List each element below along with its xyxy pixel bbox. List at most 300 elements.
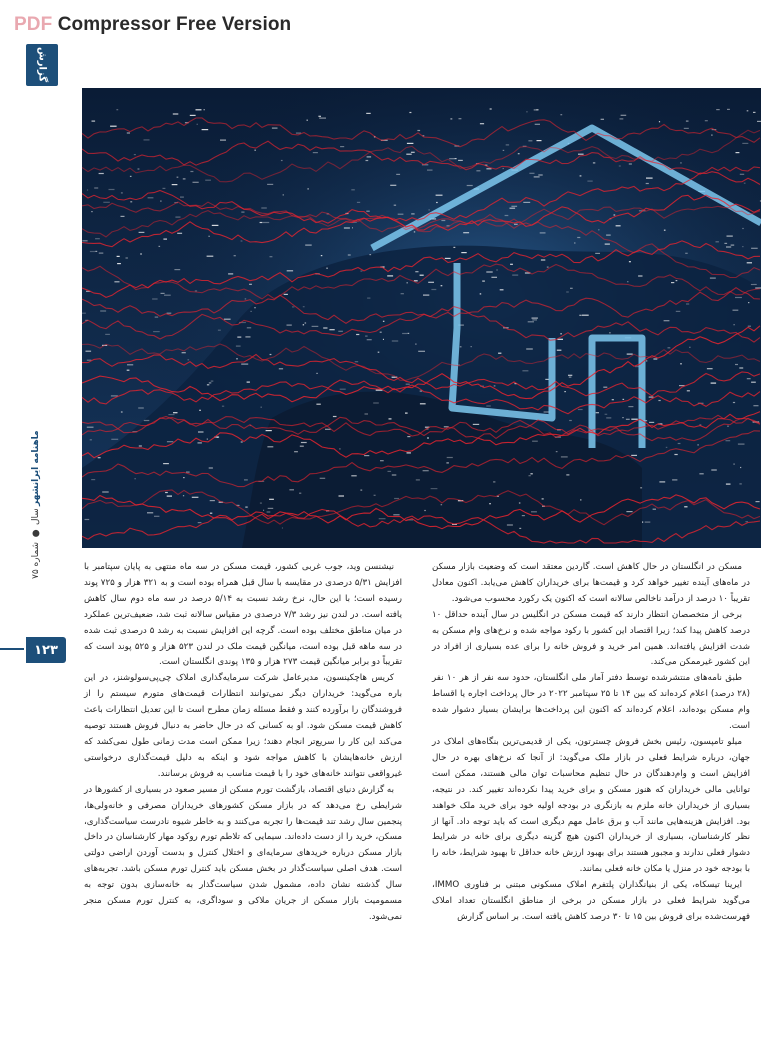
data-dot	[534, 176, 540, 177]
data-dot	[582, 315, 589, 316]
data-dot	[532, 318, 538, 319]
data-dot	[241, 441, 243, 442]
data-dot	[458, 160, 463, 161]
data-dot	[190, 171, 193, 172]
data-dot	[626, 511, 632, 512]
data-dot	[241, 364, 248, 365]
data-dot	[117, 256, 120, 257]
data-dot	[212, 225, 219, 226]
data-dot	[228, 273, 233, 274]
data-dot	[339, 448, 340, 449]
data-dot	[742, 143, 748, 144]
data-dot	[678, 443, 681, 444]
data-dot	[569, 377, 572, 378]
data-dot	[153, 331, 160, 332]
data-dot	[649, 397, 654, 398]
data-dot	[91, 479, 95, 480]
data-dot	[587, 181, 592, 182]
data-dot	[279, 368, 283, 369]
data-dot	[631, 455, 637, 456]
data-dot	[245, 336, 250, 337]
data-dot	[686, 303, 689, 304]
data-dot	[711, 383, 717, 384]
data-dot	[417, 130, 420, 131]
data-dot	[540, 232, 546, 233]
data-dot	[394, 498, 399, 499]
data-dot	[537, 140, 542, 141]
data-dot	[167, 496, 172, 497]
data-dot	[177, 233, 182, 234]
data-dot	[197, 124, 199, 125]
data-dot	[338, 331, 343, 332]
data-dot	[283, 194, 284, 195]
data-dot	[561, 456, 568, 457]
data-dot	[727, 426, 729, 427]
article-column-right	[432, 560, 750, 926]
data-dot	[606, 417, 611, 418]
data-dot	[211, 381, 214, 382]
data-dot	[134, 154, 136, 155]
data-dot	[299, 493, 301, 494]
data-dot	[351, 189, 355, 190]
data-dot	[144, 139, 150, 140]
data-dot	[168, 414, 174, 415]
data-dot	[668, 347, 671, 348]
data-dot	[319, 118, 326, 119]
data-dot	[396, 174, 400, 175]
data-dot	[631, 419, 638, 420]
data-dot	[87, 189, 88, 190]
data-dot	[541, 259, 545, 260]
data-dot	[344, 227, 350, 228]
data-dot	[406, 384, 410, 385]
data-dot	[329, 329, 334, 330]
data-dot	[672, 479, 677, 480]
data-dot	[579, 315, 581, 316]
data-dot	[126, 257, 128, 258]
data-dot	[707, 368, 713, 369]
data-dot	[711, 135, 712, 136]
data-dot	[367, 298, 370, 299]
data-dot	[105, 334, 110, 335]
data-dot	[519, 502, 521, 503]
data-dot	[726, 484, 731, 485]
data-dot	[407, 143, 414, 144]
paragraph: نیشنسن وید، جوب غربی کشور، قیمت مسکن در سه ماه منتهی به پایان سپتامبر با افزایش ۵/۳۱ درصدی در مقایسه با سال قبل همراه بوده است و به ۳۲۱ هزار و ۷۲۵ پوند رسیده است؛ با این حال، نرخ رشد نسبت به ۵/۱۴ درصد در سه ماه دوم سال کاهش یافته است. در لندن نیز رشد ۷/۳ درصدی در مقیاس سالانه ثبت شد، ضعیف‌ترین عملکرد در میان مناطق مختلف بوده است. گرچه این افزایش نسبت به رشد ۵ درصدی ثبت شده در سه ماهه قبل بوده است، میانگین قیمت ملک در لندن ۵۲۳ هزار و ۵۲۵ پوند است که تقریباً دو برابر میانگین قیمت ۲۷۳ هزار و ۱۳۵ پوندی انگلستان است.	[84, 562, 403, 668]
page-number	[26, 637, 66, 663]
data-dot	[420, 403, 426, 404]
data-dot	[392, 474, 397, 475]
data-dot	[209, 236, 210, 237]
data-dot	[627, 354, 633, 355]
data-dot	[152, 298, 158, 299]
data-dot	[261, 407, 262, 408]
watermark-text: Compressor Free Version	[52, 14, 292, 35]
data-dot	[609, 332, 611, 333]
data-dot	[699, 473, 703, 474]
data-dot	[268, 508, 274, 509]
data-dot	[183, 178, 186, 179]
data-dot	[376, 390, 383, 391]
data-dot	[505, 215, 509, 216]
data-dot	[147, 512, 153, 513]
data-dot	[418, 351, 425, 352]
data-dot	[99, 253, 104, 254]
data-dot	[284, 294, 288, 295]
data-dot	[220, 140, 226, 141]
data-dot	[138, 407, 144, 408]
data-dot	[266, 430, 272, 431]
data-dot	[518, 153, 520, 154]
data-dot	[236, 358, 238, 359]
data-dot	[160, 201, 162, 202]
data-dot	[183, 477, 185, 478]
data-dot	[117, 263, 121, 264]
data-dot	[431, 488, 438, 489]
data-dot	[740, 174, 744, 175]
paragraph: مسکن در انگلستان در حال کاهش است. گاردین معتقد است که وضعیت بازار مسکن در ماه‌های آینده تغییر خواهد کرد و قیمت‌ها برای خریداران کاهش می‌یابد. اکنون معادل تقریباً ۱۰ درصد از درآمد ناخالص سالانه است که اکنون یک رکورد محسوب می‌شود.	[432, 562, 750, 604]
data-dot	[188, 359, 190, 360]
data-dot	[614, 214, 616, 215]
data-dot	[626, 419, 630, 420]
data-dot	[427, 170, 433, 171]
data-dot	[301, 442, 307, 443]
data-dot	[742, 246, 743, 247]
data-dot	[532, 319, 537, 320]
data-dot	[628, 406, 633, 407]
data-dot	[619, 165, 621, 166]
caption-dot: ●	[31, 528, 41, 539]
data-dot	[367, 339, 372, 340]
data-dot	[578, 154, 584, 155]
data-dot	[205, 180, 211, 181]
paragraph: میلو تامپسون، رئیس بخش فروش چسترتون، یکی از قدیمی‌ترین بنگاه‌های املاک در جهان، درباره شرایط فعلی در بازار ملک می‌گوید: از آنجا که نرخ‌های بهره در حال افزایش است و وام‌دهندگان در حال تنظیم محاسبات توان مالی هستند، ممکن است توانایی مالی خریداران که هنوز مسکن و برای خرید پیدا نکرده‌اند تغییر کند. در نتیجه، بسیاری از خریداران خانه ملزم به بازنگری در بودجه اولیه خود برای خرید ملک خواهند بود. افزایش هزینه‌هایی مانند آب و برق عامل مهم دیگری است که باید توجه داد. آنها از نظر کارشناسان، بسیاری از خریداران اکنون هیچ گزینه دیگری برای خانه در شرایط دشوار فعلی ندارند و مجبور هستند برای بهبود ارزش خانه حداقل تا بهبود شرایط، خانه را با بودجه خود در منزل یا مکان خانه فعلی بمانند.	[432, 736, 750, 875]
data-dot	[447, 457, 453, 458]
data-dot	[671, 282, 674, 283]
data-dot	[646, 183, 649, 184]
data-dot	[321, 255, 323, 256]
data-dot	[666, 447, 668, 448]
data-dot	[446, 462, 449, 463]
data-dot	[127, 370, 130, 371]
data-dot	[747, 378, 751, 379]
data-dot	[99, 173, 104, 174]
data-dot	[196, 109, 202, 110]
data-dot	[312, 326, 319, 327]
data-dot	[560, 333, 562, 334]
data-dot	[757, 121, 761, 122]
data-dot	[159, 246, 161, 247]
data-dot	[528, 140, 532, 141]
data-dot	[110, 126, 117, 127]
data-dot	[659, 121, 660, 122]
data-dot	[209, 382, 212, 383]
data-dot	[387, 275, 393, 276]
data-dot	[365, 336, 368, 337]
data-dot	[716, 241, 719, 242]
data-dot	[210, 500, 215, 501]
data-dot	[510, 208, 516, 209]
data-dot	[121, 411, 123, 412]
data-dot	[270, 354, 272, 355]
data-dot	[529, 173, 534, 174]
data-dot	[512, 275, 518, 276]
data-dot	[218, 330, 221, 331]
data-dot	[441, 220, 445, 221]
data-dot	[313, 152, 318, 153]
data-dot	[578, 409, 583, 410]
data-dot	[380, 332, 382, 333]
data-dot	[596, 412, 599, 413]
data-dot	[87, 427, 94, 428]
data-dot	[510, 264, 513, 265]
paragraph: به گزارش دنیای اقتصاد، بازگشت تورم مسکن از مسیر صعود در بسیاری از کشورها در شرایطی رخ می‌دهد که در بازار مسکن کشورهای خریداران مصرفی و خانه‌ولی‌ها، پنجمین سال رشد تند قیمت‌ها را تجربه می‌کنند و به خاطر شیوه نادرست سیاست‌گذاری، مسکن، خرید را از دست داده‌اند. سیمایی که تلاطم تورم روکود مهار کارشناسان در داخل بازار مسکن درباره خریدهای سرمایه‌ای و اختلال کنترل و بدست آوردن اراضی دولتی است. هدف اصلی سیاست‌گذار در بخش مسکن باید کنترل تورم مسکن باشد. تجربه‌های سال گذشته نشان داده، مشمول شدن سیاست‌گذار به خانه‌سازی بدون توجه به مسمومیت بازار مسکن از جریان ملاکی و سوداگری، به کنترل تورم مسکن منجر نمی‌شود.	[84, 784, 402, 922]
data-dot	[523, 202, 530, 203]
data-dot	[522, 515, 525, 516]
data-dot	[486, 405, 491, 406]
data-dot	[318, 116, 321, 117]
data-dot	[414, 231, 415, 232]
data-dot	[402, 333, 407, 334]
data-dot	[100, 310, 106, 311]
data-dot	[307, 120, 308, 121]
data-dot	[263, 510, 264, 511]
data-dot	[383, 321, 385, 322]
data-dot	[733, 402, 735, 403]
data-dot	[390, 185, 396, 186]
data-dot	[282, 527, 283, 528]
data-dot	[287, 270, 293, 271]
data-dot	[340, 389, 346, 390]
data-dot	[612, 399, 614, 400]
watermark	[14, 14, 291, 36]
data-dot	[244, 479, 248, 480]
data-dot	[374, 495, 376, 496]
data-dot	[441, 504, 443, 505]
article-column-left	[84, 560, 402, 926]
data-dot	[415, 271, 418, 272]
data-dot	[198, 431, 204, 432]
data-dot	[680, 162, 682, 163]
data-dot	[727, 109, 730, 110]
data-dot	[653, 509, 656, 510]
data-dot	[680, 363, 682, 364]
data-dot	[747, 110, 749, 111]
watermark-pdf: PDF	[14, 14, 53, 35]
data-dot	[323, 327, 327, 328]
paragraph: برخی از متخصصان انتظار دارند که قیمت مسکن در انگلیس در سال آینده حداقل ۱۰ درصد کاهش پیدا کند؛ زیرا اقتصاد این کشور با رکود مواجه شده و نرخ‌های وام مسکن به شدت افزایش یافته‌اند. همین امر خرید و فروش خانه را برای عده بسیاری از افراد در این کشور غیرممکن می‌کند.	[432, 609, 750, 668]
data-dot	[431, 289, 436, 290]
data-dot	[316, 404, 320, 405]
data-dot	[401, 293, 404, 294]
data-dot	[367, 156, 372, 157]
data-dot	[687, 390, 690, 391]
data-dot	[303, 324, 304, 325]
data-dot	[249, 284, 252, 285]
data-dot	[514, 224, 518, 225]
magazine-name: ماهنامه ایرانشهر	[31, 430, 41, 506]
data-dot	[407, 282, 408, 283]
data-dot	[620, 118, 624, 119]
data-dot	[360, 490, 362, 491]
data-dot	[473, 424, 479, 425]
data-dot	[420, 275, 424, 276]
data-dot	[751, 248, 758, 249]
data-dot	[373, 402, 379, 403]
data-dot	[528, 321, 534, 322]
data-dot	[751, 284, 757, 285]
data-dot	[428, 282, 434, 283]
data-dot	[736, 152, 740, 153]
data-dot	[303, 306, 305, 307]
data-dot	[733, 464, 735, 465]
data-dot	[82, 313, 86, 314]
data-dot	[262, 222, 269, 223]
data-dot	[557, 350, 562, 351]
data-dot	[398, 214, 404, 215]
data-dot	[155, 317, 159, 318]
data-dot	[326, 268, 327, 269]
data-dot	[595, 253, 600, 254]
data-dot	[82, 240, 87, 241]
data-dot	[234, 255, 236, 256]
data-dot	[172, 184, 178, 185]
data-dot	[616, 225, 621, 226]
data-dot	[733, 310, 739, 311]
data-dot	[405, 413, 408, 414]
data-dot	[621, 115, 627, 116]
data-dot	[305, 245, 312, 246]
data-dot	[570, 288, 573, 289]
data-dot	[500, 289, 504, 290]
data-dot	[734, 324, 735, 325]
data-dot	[580, 499, 581, 500]
data-dot	[207, 256, 214, 257]
data-dot	[236, 346, 241, 347]
data-dot	[461, 252, 466, 253]
data-dot	[489, 503, 491, 504]
data-dot	[369, 254, 371, 255]
data-dot	[569, 420, 572, 421]
data-dot	[247, 327, 251, 328]
data-dot	[450, 118, 452, 119]
data-dot	[348, 254, 351, 255]
data-dot	[627, 281, 629, 282]
data-dot	[441, 285, 443, 286]
data-dot	[177, 177, 179, 178]
data-dot	[640, 487, 642, 488]
data-dot	[245, 507, 247, 508]
data-dot	[281, 160, 283, 161]
data-dot	[645, 522, 651, 523]
data-dot	[300, 446, 304, 447]
data-dot	[623, 399, 625, 400]
data-dot	[697, 444, 698, 445]
data-dot	[182, 352, 186, 353]
data-dot	[109, 189, 115, 190]
section-tab	[26, 44, 58, 86]
data-dot	[727, 236, 733, 237]
data-dot	[498, 353, 501, 354]
data-dot	[449, 158, 454, 159]
data-dot	[659, 481, 665, 482]
data-dot	[407, 452, 411, 453]
data-dot	[756, 501, 760, 502]
data-dot	[568, 375, 572, 376]
data-dot	[480, 123, 484, 124]
data-dot	[366, 211, 369, 212]
data-dot	[352, 227, 353, 228]
data-dot	[436, 202, 438, 203]
data-dot	[294, 451, 298, 452]
data-dot	[522, 370, 528, 371]
data-dot	[622, 417, 623, 418]
data-dot	[163, 239, 167, 240]
data-dot	[250, 311, 251, 312]
data-dot	[207, 439, 208, 440]
data-dot	[556, 451, 558, 452]
data-dot	[453, 247, 455, 248]
data-dot	[199, 410, 201, 411]
data-dot	[356, 334, 359, 335]
data-dot	[320, 478, 326, 479]
data-dot	[685, 253, 688, 254]
data-dot	[174, 269, 180, 270]
data-dot	[394, 205, 396, 206]
data-dot	[506, 144, 509, 145]
data-dot	[130, 176, 132, 177]
data-dot	[646, 360, 647, 361]
data-dot	[190, 115, 196, 116]
data-dot	[710, 278, 716, 279]
data-dot	[333, 416, 337, 417]
data-dot	[494, 385, 496, 386]
page-rule	[0, 648, 24, 650]
data-dot	[127, 132, 130, 133]
data-dot	[163, 463, 169, 464]
data-dot	[237, 337, 241, 338]
data-dot	[241, 212, 244, 213]
data-dot	[380, 460, 384, 461]
data-dot	[202, 129, 209, 130]
data-dot	[535, 124, 540, 125]
data-dot	[664, 320, 670, 321]
data-dot	[130, 201, 132, 202]
data-dot	[91, 211, 93, 212]
data-dot	[307, 188, 309, 189]
data-dot	[406, 154, 411, 155]
data-dot	[378, 352, 380, 353]
data-dot	[292, 306, 294, 307]
data-dot	[121, 192, 123, 193]
data-dot	[411, 152, 415, 153]
caption-separator: سال	[31, 508, 41, 526]
data-dot	[564, 391, 565, 392]
data-dot	[269, 499, 274, 500]
data-dot	[270, 256, 273, 257]
data-dot	[416, 479, 420, 480]
data-dot	[753, 405, 758, 406]
data-dot	[103, 202, 110, 203]
data-dot	[90, 439, 92, 440]
paragraph: ایرینا تیسکاه، یکی از بنیانگذاران پلتفرم املاک مسکونی مبتنی بر فناوری IMMO، می‌گوید شرایط فعلی در بازار مسکن در برخی از مناطق انگلستان تعداد املاک فهرست‌شده برای فروش بین ۱۵ تا ۳۰ درصد کاهش یافته است. بر اساس گزارش	[432, 880, 750, 922]
data-dot	[560, 114, 562, 115]
page-number-text: ۱۲۳	[34, 642, 58, 658]
data-dot	[424, 510, 426, 511]
data-dot	[751, 382, 756, 383]
data-dot	[163, 188, 166, 189]
data-dot	[98, 457, 101, 458]
